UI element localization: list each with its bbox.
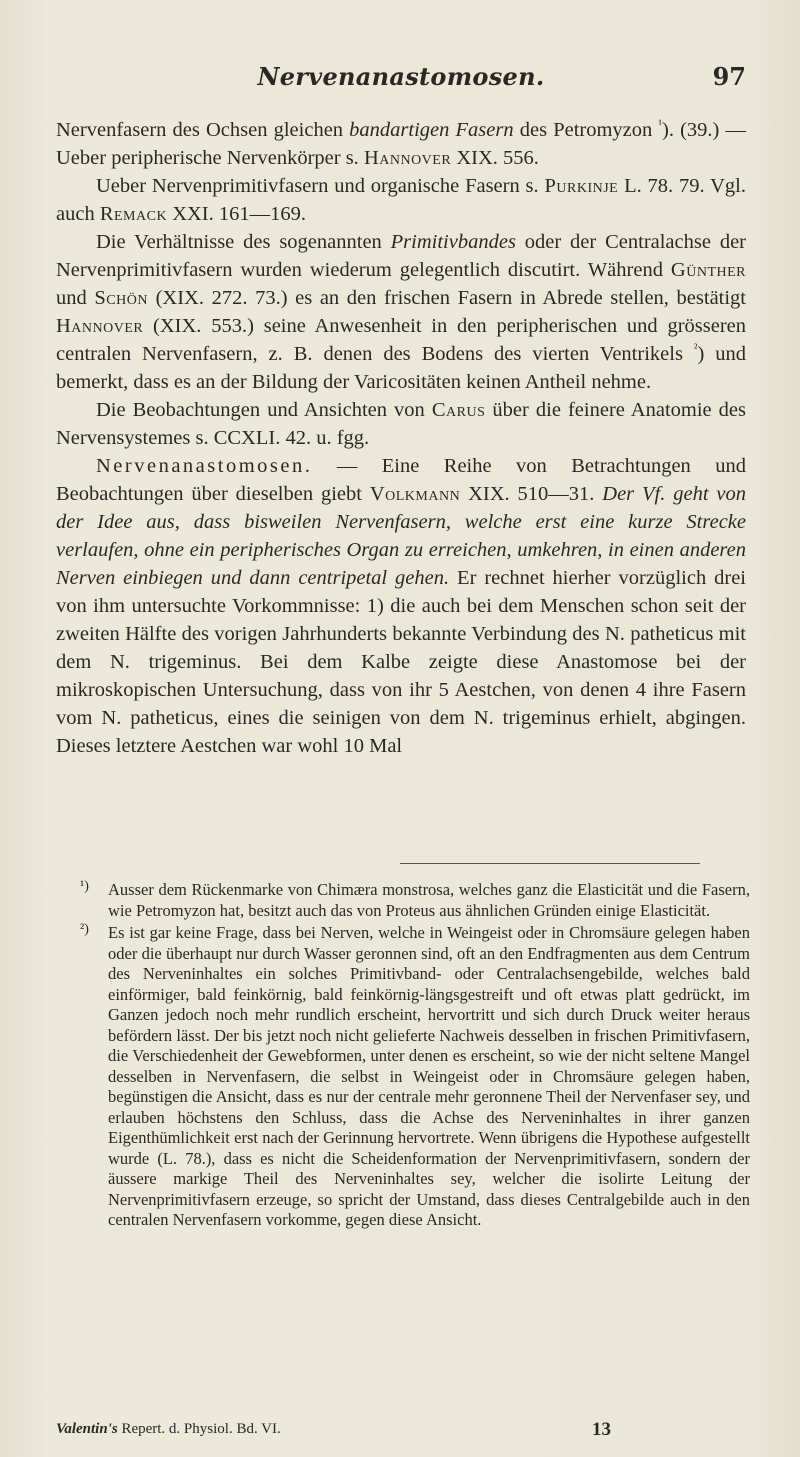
footnotes bbox=[80, 880, 750, 1233]
text-span: und bbox=[56, 287, 95, 309]
text-span: (XIX. 553.) seine Anwesenheit in den peripherischen und grösseren centralen Nervenfasern, z. B. denen des Bodens des vierten Ventrikels bbox=[56, 315, 746, 365]
paragraph-1 bbox=[56, 116, 746, 172]
section-heading: Nervenanastomosen. bbox=[96, 455, 313, 477]
footnote-1 bbox=[80, 880, 750, 921]
paragraph-3 bbox=[56, 228, 746, 396]
text-span: (XIX. 272. 73.) es an den frischen Fasern in Abrede stellen, bestätigt bbox=[147, 287, 747, 309]
source-line bbox=[56, 1421, 281, 1438]
paragraph-4 bbox=[56, 396, 746, 452]
text-span: XIX. 510—31. bbox=[460, 483, 603, 505]
source-author: Valentin's bbox=[56, 1421, 118, 1437]
paragraph-2 bbox=[56, 172, 746, 228]
text-span: — Eine Reihe von Betrachtungen und Beobachtungen über dieselben giebt bbox=[56, 455, 746, 505]
text-span: Ueber Nervenprimitivfasern und organische Fasern s. bbox=[96, 175, 545, 197]
text-span: Die Beobachtungen und Ansichten von bbox=[96, 399, 432, 421]
footnote-mark: ²) bbox=[80, 922, 89, 937]
author-name: Volkmann bbox=[369, 483, 461, 505]
text-span: des Petromyzon bbox=[513, 119, 659, 141]
text-span: XIX. 556. bbox=[451, 147, 539, 169]
page-header bbox=[56, 62, 746, 98]
emphasis: Primitivbandes bbox=[390, 231, 516, 253]
body-text bbox=[56, 116, 746, 760]
footnote-text: Ausser dem Rückenmarke von Chimæra monstrosa, welches ganz die Elasticität und die Fasern, wie Petromyzon hat, besitzt auch das von Proteus aus ähnlichen Gründen einige Elasticität. bbox=[108, 880, 750, 920]
text-span: ). (39.) — Ueber peripherische Nervenkörper s. bbox=[56, 119, 747, 169]
text-span: Die Verhältnisse des sogenannten bbox=[96, 231, 391, 253]
paragraph-5 bbox=[56, 452, 746, 760]
text-span: Nervenfasern des Ochsen gleichen bbox=[56, 119, 350, 141]
running-title: Nervenanastomosen. bbox=[257, 62, 545, 91]
emphasis: bandartigen Fasern bbox=[349, 119, 514, 141]
text-span: oder der Centralachse der Nervenprimitivfasern wurden wiederum gelegentlich discutirt. Während bbox=[56, 231, 746, 281]
emphasis: Der Vf. geht von der Idee aus, dass bisweilen Nervenfasern, welche erst eine kurze Strecke verlaufen, ohne ein peripherisches Organ zu erreichen, umkehren, in einen anderen Nerven einbiegen und dann centripetal gehen. bbox=[56, 483, 746, 589]
footnote-ref-2[interactable]: ² bbox=[693, 341, 698, 356]
author-name: Günther bbox=[670, 259, 746, 281]
source-title: Repert. d. Physiol. Bd. VI. bbox=[117, 1421, 281, 1437]
author-name: Hannover bbox=[56, 315, 144, 337]
footnote-ref-1[interactable]: ¹ bbox=[658, 117, 663, 132]
author-name: Carus bbox=[431, 399, 486, 421]
text-span: ) und bemerkt, dass es an der Bildung der Varicositäten keinen Antheil nehme. bbox=[56, 343, 747, 393]
footnote-text: Es ist gar keine Frage, dass bei Nerven, welche in Weingeist oder in Chromsäure gelegen haben oder die überhaupt nur durch Wasser geronnen sind, oft an den Endfragmenten aus dem Centrum des Nerveninhaltes ein solches Primitivband- oder Centralachsengebilde, welches bald einförmiger, bald feinkörnig, bald feinkörnig-längsgestreift und oft etwas platt gedrückt, im Ganzen jedoch noch mehr rundlich erscheint, hervortritt und sich durch Druck weiter heraus befördern lässt. Der bis jetzt noch nicht gelieferte Nachweis desselben in frischen Primitivfasern, die Verschiedenheit der Gewebformen, unter denen es erscheint, so wie der nicht seltene Mangel desselben in Nervenfasern, die selbst in Weingeist oder in Chromsäure gelegen haben, begünstigen die Ansicht, dass es nur der centrale mehr geronnene Theil der Nervenfaser sey, und erlauben höchstens den Schluss, dass die Achse des Nerveninhaltes in ihrer ganzen Eigenthümlichkeit erst nach der Gerinnung hervortrete. Wenn übrigens die Hypothese aufgestellt wurde (L. 78.), dass es nicht die Scheidenformation der Nervenprimitivfasern, sondern der äussere markige Theil des Nerveninhaltes sey, welcher die isolirte Leitung der Nervenprimitivfasern erzeuge, so spricht der Umstand, dass dieses Centralgebilde auch in den centralen Nervenfasern vorkomme, gegen diese Ansicht. bbox=[108, 923, 750, 1229]
text-span: L. 78. 79. Vgl. auch bbox=[56, 175, 746, 225]
signature-mark: 13 bbox=[592, 1419, 611, 1440]
footnote-divider bbox=[400, 863, 700, 864]
page-footer bbox=[56, 1421, 746, 1445]
author-name: Hannover bbox=[363, 147, 452, 169]
text-span: Er rechnet hierher vorzüglich drei von ihm untersuchte Vorkommnisse: 1) die auch bei dem Menschen schon seit der zweiten Hälfte des vorigen Jahrhunderts bekannte Verbindung des N. patheticus mit dem N. trigeminus. Bei dem Kalbe zeigte diese Anastomose bei der mikroskopischen Untersuchung, dass von ihr 5 Aestchen, von denen 4 ihre Fasern vom N. patheticus, eines die seinigen von dem N. trigeminus erhielt, abgingen. Dieses letztere Aestchen war wohl 10 Mal bbox=[56, 567, 746, 757]
text-span: über die feinere Anatomie des Nervensystemes s. CCXLI. 42. u. fgg. bbox=[56, 399, 747, 449]
author-name: Remack bbox=[99, 203, 168, 225]
author-name: Purkinje bbox=[544, 175, 619, 197]
page-number: 97 bbox=[712, 62, 746, 91]
text-span: XXI. 161—169. bbox=[167, 203, 306, 225]
footnote-2 bbox=[80, 923, 750, 1231]
footnote-mark: ¹) bbox=[80, 879, 89, 894]
author-name: Schön bbox=[94, 287, 148, 309]
